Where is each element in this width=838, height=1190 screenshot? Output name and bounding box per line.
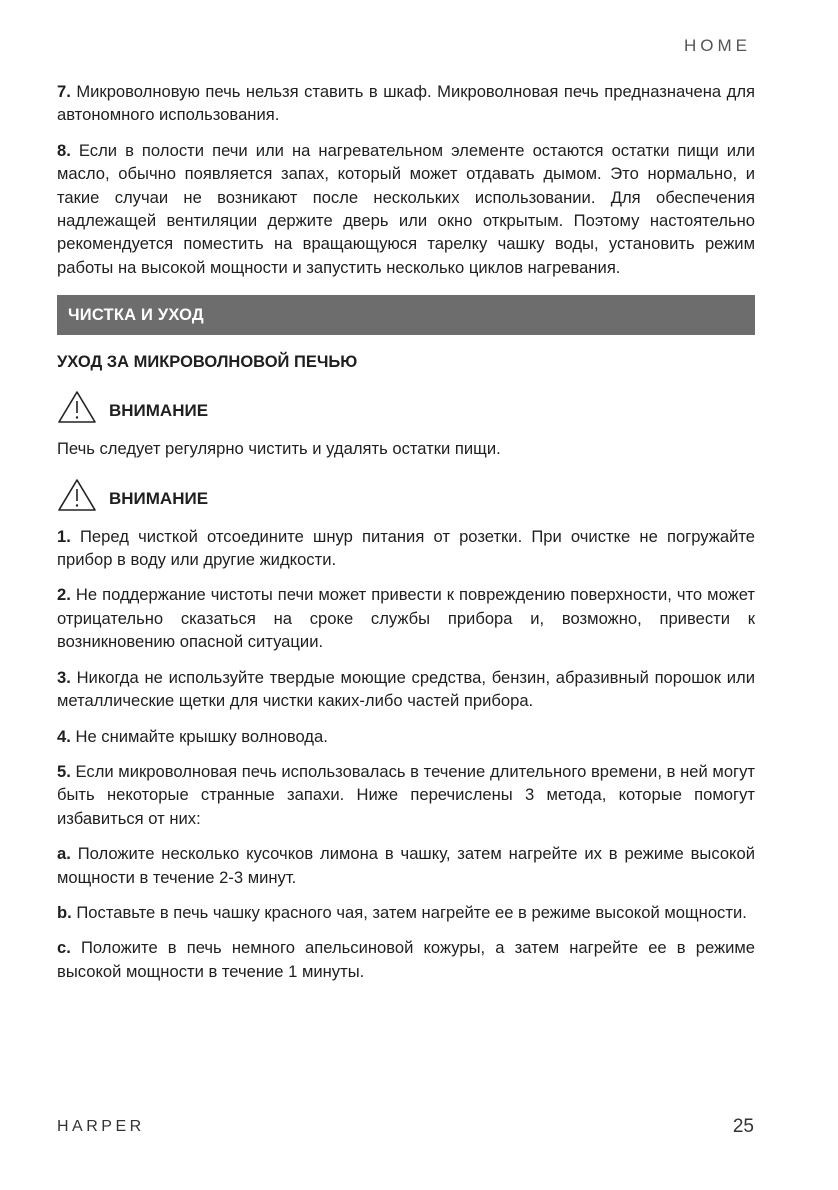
- subsection-title: УХОД ЗА МИКРОВОЛНОВОЙ ПЕЧЬЮ: [57, 353, 358, 372]
- item-number: c.: [57, 938, 71, 958]
- item-text: Положите в печь немного апельсиновой кожуры, а затем нагрейте ее в режиме высокой мощности в течение 1 минуты.: [57, 938, 755, 981]
- list-item-c: [57, 936, 755, 983]
- item-number: a.: [57, 844, 71, 864]
- item-text: Не поддержание чистоты печи может привести к повреждению поверхности, что может отрицательно сказаться на сроке службы прибора и, возможно, привести к возникновению опасной ситуации.: [57, 585, 755, 652]
- list-item-2: [57, 583, 755, 653]
- section-header: ЧИСТКА И УХОД: [57, 295, 755, 335]
- warning-block-2: [57, 477, 755, 513]
- item-text: Никогда не используйте твердые моющие средства, бензин, абразивный порошок или металлические щетки для чистки каких-либо частей прибора.: [57, 667, 755, 711]
- home-logo: HOME: [684, 36, 751, 55]
- warning-label: ВНИМАНИЕ: [109, 488, 209, 508]
- harper-logo: HARPER: [57, 1118, 145, 1135]
- item-number: 4.: [57, 726, 71, 746]
- list-item-1: [57, 525, 755, 572]
- warning-triangle-icon: [57, 390, 97, 424]
- item-number: 8.: [57, 140, 71, 160]
- list-item-4: [57, 725, 755, 748]
- list-item-b: [57, 901, 755, 924]
- item-text: Поставьте в печь чашку красного чая, затем нагрейте ее в режиме высокой мощности.: [71, 902, 747, 922]
- item-number: 7.: [57, 82, 71, 101]
- item-number: 5.: [57, 761, 71, 781]
- item-number: 3.: [57, 667, 71, 687]
- warning-label: ВНИМАНИЕ: [109, 401, 209, 421]
- paragraph-7: [57, 80, 755, 127]
- paragraph-8: [57, 139, 755, 279]
- list-item-a: [57, 842, 755, 889]
- list-item-5: [57, 760, 755, 830]
- item-text: Микроволновую печь нельзя ставить в шкаф. Микроволновая печь предназначена для автономного использования.: [57, 82, 755, 125]
- item-text: Если в полости печи или на нагревательном элементе остаются остатки пищи или масло, обычно появляется запах, который может отдавать дымом. Это нормально, и такие случаи не возникают после нескольких использовании. Для обеспечения надлежащей вентиляции держите дверь или окно открытым. Поэтому настоятельно рекомендуется поместить на вращающуюся тарелку чашку воды, установить режим работы на высокой мощности и запустить несколько циклов нагревания.: [57, 140, 755, 277]
- warning-block-1: [57, 389, 755, 425]
- page-content: [57, 80, 755, 995]
- list-item-3: [57, 666, 755, 713]
- warning-text: Печь следует регулярно чистить и удалять остатки пищи.: [57, 439, 501, 459]
- page-number: 25: [732, 1116, 754, 1137]
- item-text: Не снимайте крышку волновода.: [70, 726, 328, 746]
- item-text: Если микроволновая печь использовалась в течение длительного времени, в ней могут быть некоторые странные запахи. Ниже перечислены 3 метода, которые помогут избавиться от них:: [57, 761, 755, 828]
- item-text: Положите несколько кусочков лимона в чашку, затем нагрейте их в режиме высокой мощности в течение 2-3 минут.: [57, 844, 755, 887]
- item-text: Перед чисткой отсоедините шнур питания от розетки. При очистке не погружайте прибор в воду или другие жидкости.: [57, 526, 755, 570]
- item-number: b.: [57, 902, 72, 922]
- item-number: 1.: [57, 526, 71, 546]
- warning-triangle-icon: [57, 478, 97, 512]
- item-number: 2.: [57, 585, 71, 605]
